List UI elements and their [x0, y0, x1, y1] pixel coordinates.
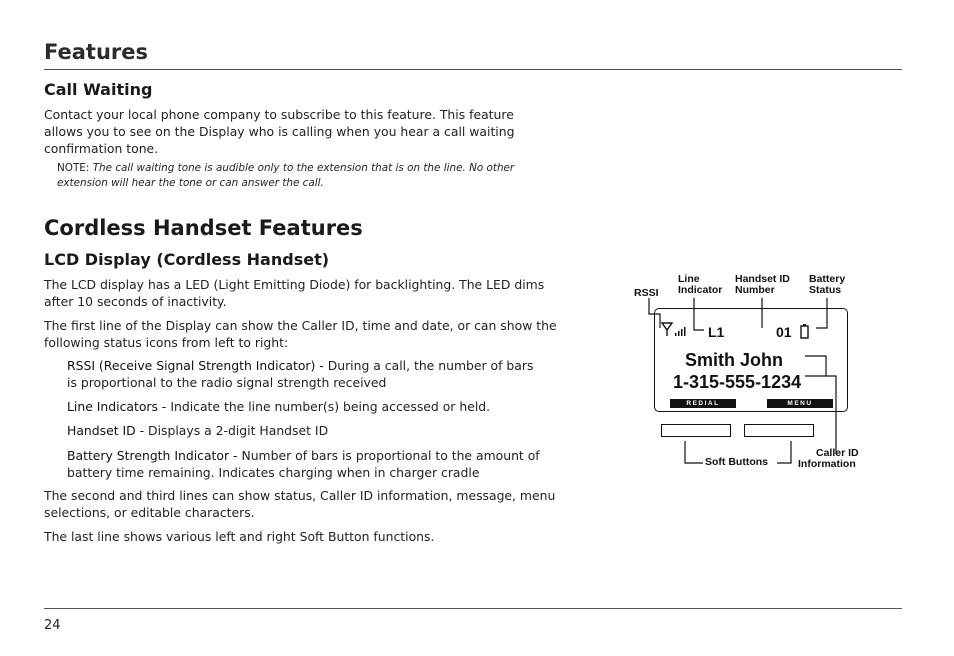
label-handset-2: Number	[735, 284, 775, 296]
label-handset-1: Handset ID	[735, 273, 790, 285]
item-term: Battery Strength Indicator -	[67, 448, 238, 463]
lcd-diagram	[630, 268, 880, 478]
lcd-para-1: The LCD display has a LED (Light Emitting Diode) for backlighting. The LED dims after 10 seconds of inactivity.	[44, 277, 545, 309]
label-battery-2: Status	[809, 284, 842, 296]
cordless-heading: Cordless Handset Features	[44, 216, 363, 240]
footer-rule	[44, 608, 902, 609]
lcd-para-2: The first line of the Display can show the Caller ID, time and date, or can show the following status icons from left to right:	[44, 318, 557, 350]
label-soft-buttons: Soft Buttons	[705, 456, 768, 468]
call-waiting-note	[57, 161, 527, 191]
page-number: 24	[44, 618, 61, 633]
label-line-1: Line	[678, 273, 700, 285]
lcd-line-indicator: L1	[708, 324, 725, 340]
lcd-display-heading: LCD Display (Cordless Handset)	[44, 250, 330, 269]
item-term: Line Indicators -	[67, 399, 167, 414]
lcd-para-4: The last line shows various left and right Soft Button functions.	[44, 529, 435, 544]
item-term: RSSI (Receive Signal Strength Indicator) -	[67, 358, 324, 373]
item-desc: Number of bars is proportional to the amount of battery time remaining. Indicates charging when in charger cradle	[67, 448, 540, 480]
label-caller-id-1: Caller ID	[816, 447, 859, 459]
page-title: Features	[44, 40, 148, 64]
item-desc: Indicate the line number(s) being accessed or held.	[166, 399, 491, 414]
label-line-2: Indicator	[678, 284, 723, 296]
label-caller-id-2: Information	[798, 458, 856, 470]
lcd-caller-number: 1-315-555-1234	[673, 372, 802, 392]
lcd-handset-id: 01	[776, 324, 792, 340]
lcd-soft-left: REDIAL	[670, 399, 736, 408]
item-rssi	[67, 357, 547, 391]
item-term: Handset ID -	[67, 423, 145, 438]
note-text: The call waiting tone is audible only to the extension that is on the line. No other extension will hear the tone or can answer the call.	[57, 162, 515, 189]
call-waiting-body: Contact your local phone company to subscribe to this feature. This feature allows you to see on the Display who is calling when you hear a call waiting confirmation tone.	[44, 107, 515, 156]
lcd-caller-name: Smith John	[685, 350, 783, 370]
item-handset-id	[67, 422, 547, 439]
call-waiting-heading: Call Waiting	[44, 80, 153, 99]
item-line-indicators	[67, 398, 547, 415]
label-rssi: RSSI	[634, 287, 659, 299]
item-battery	[67, 447, 547, 481]
note-label: NOTE:	[57, 162, 90, 174]
item-desc: Displays a 2-digit Handset ID	[144, 423, 329, 438]
lcd-soft-right: MENU	[767, 399, 833, 408]
lcd-para-3: The second and third lines can show status, Caller ID information, message, menu selections, or editable characters.	[44, 488, 556, 520]
item-desc: During a call, the number of bars is proportional to the radio signal strength received	[67, 358, 534, 390]
label-battery-1: Battery	[809, 273, 846, 285]
callout-lines	[630, 268, 880, 478]
header-rule	[44, 69, 902, 70]
